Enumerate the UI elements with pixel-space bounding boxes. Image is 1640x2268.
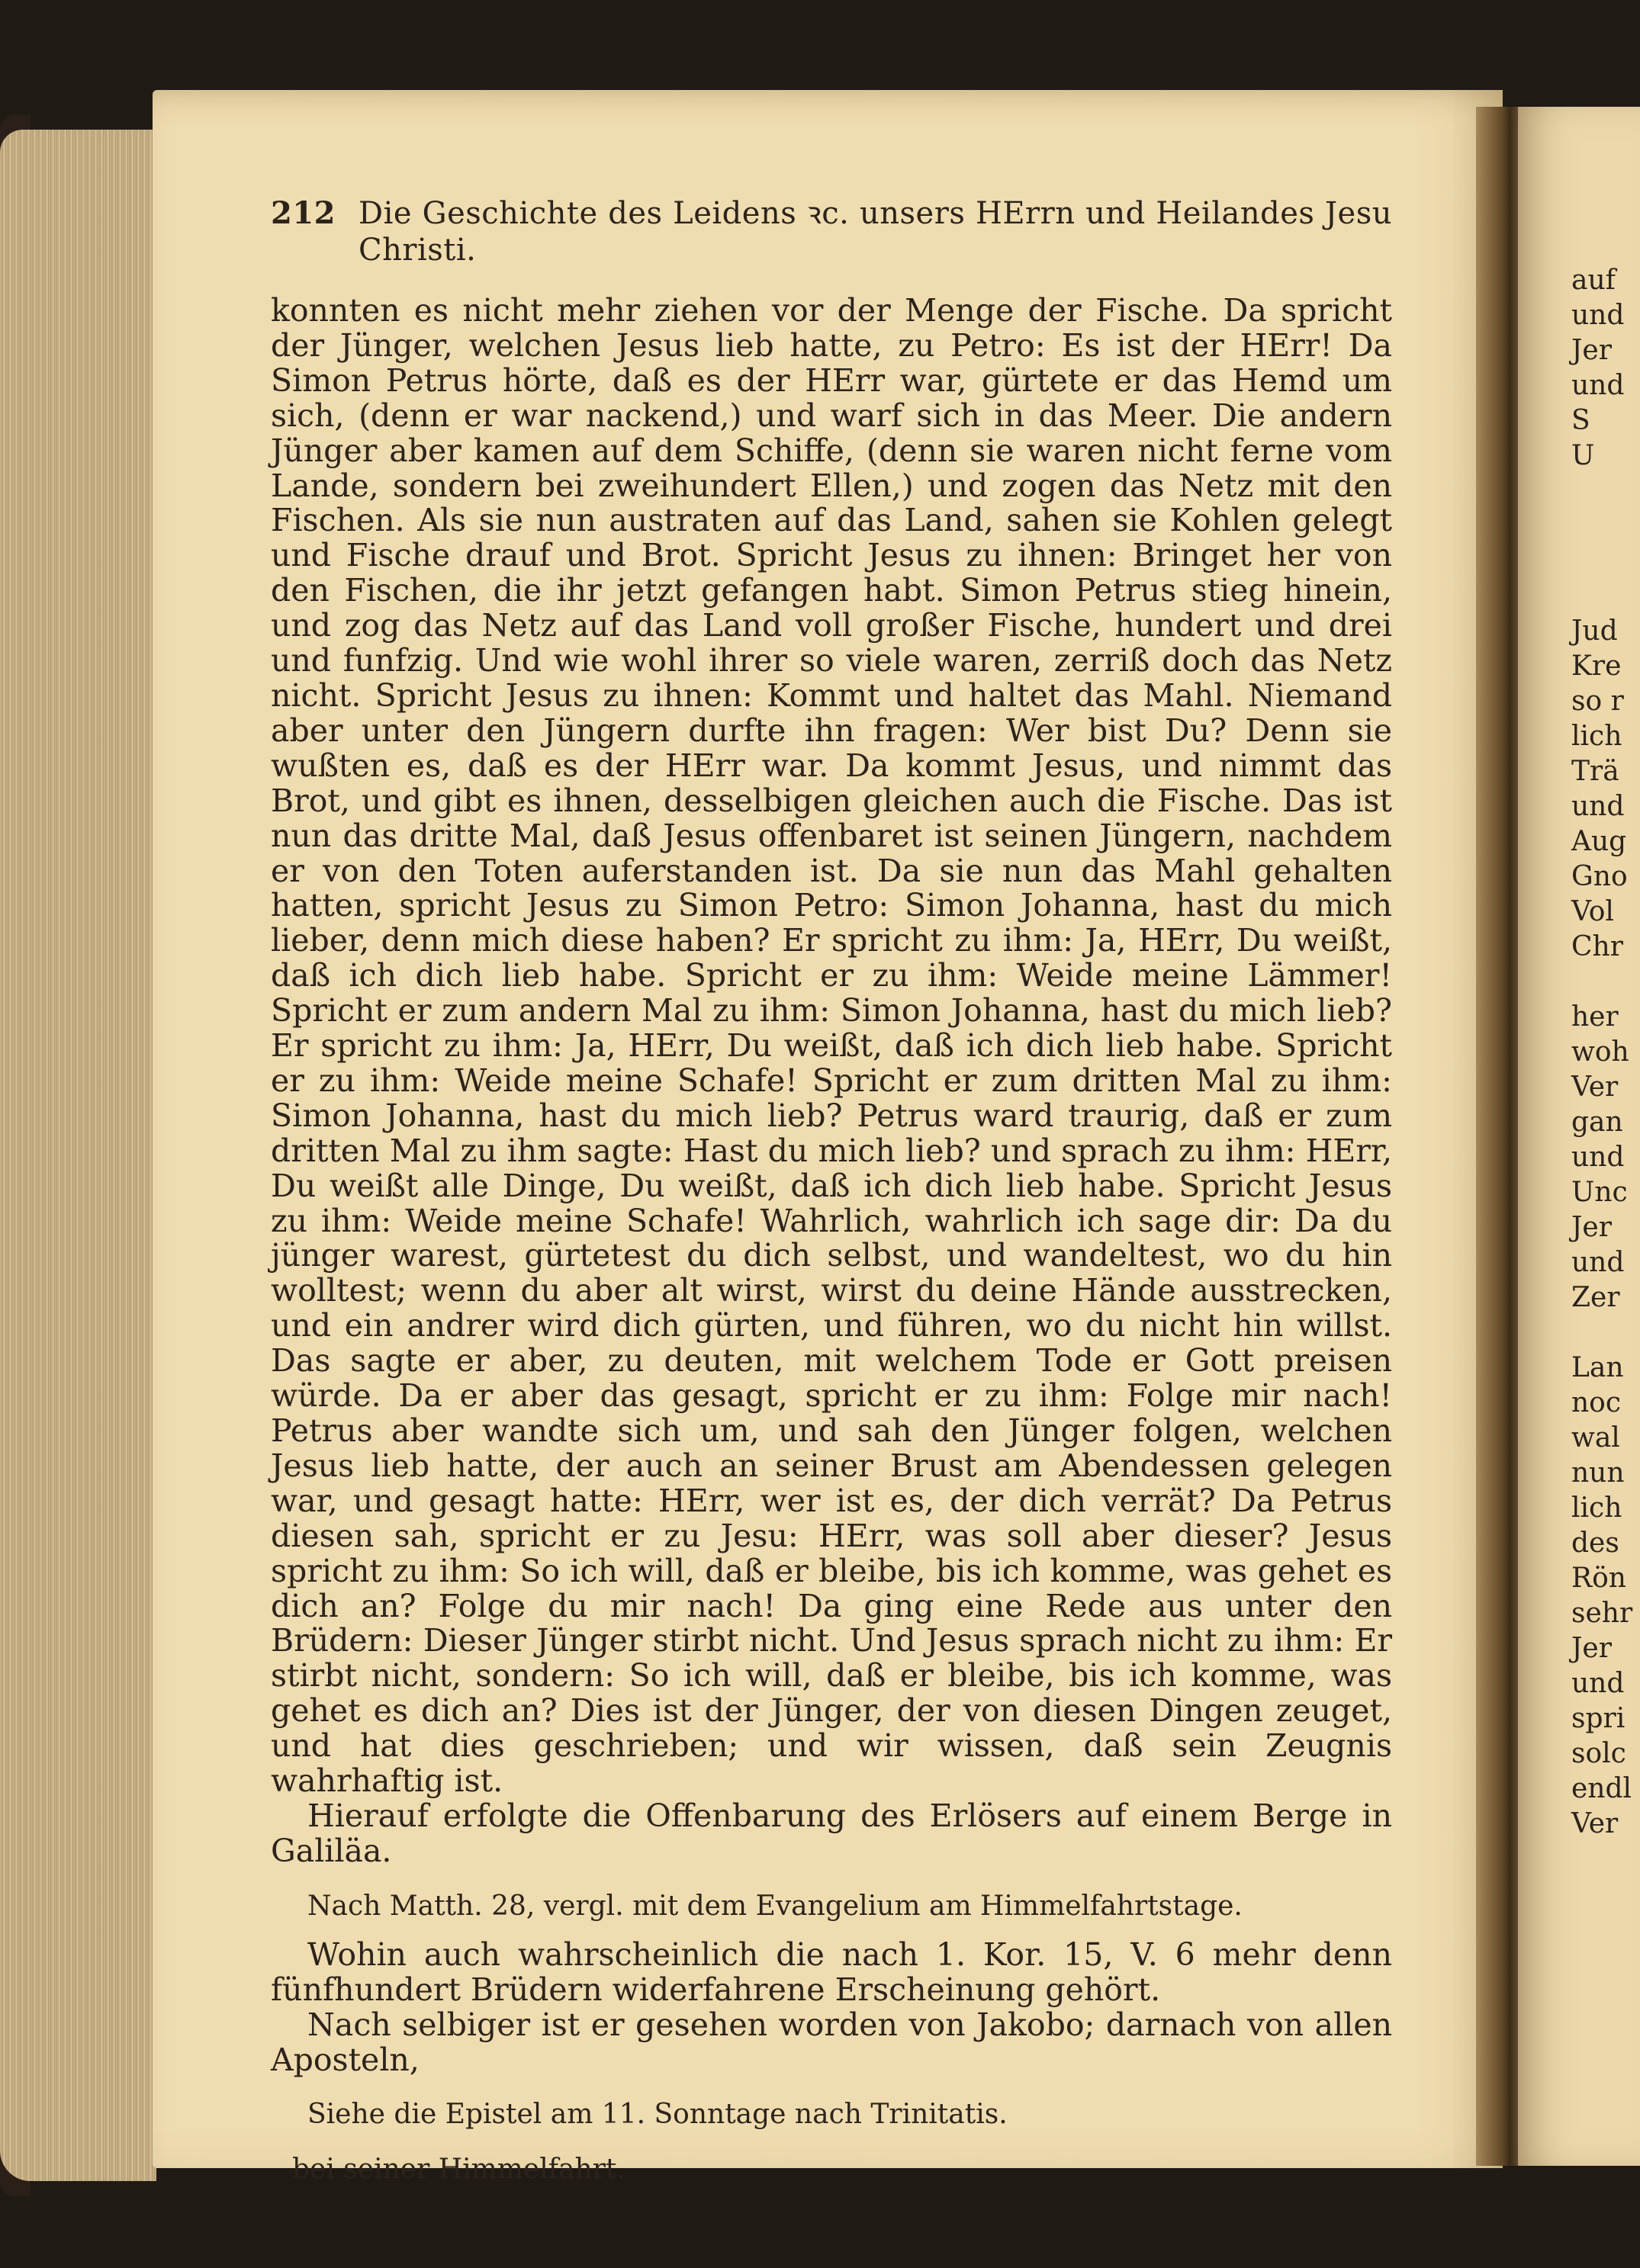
facing-page-fragment: Trä [1571,756,1619,787]
facing-page-fragment: solc [1571,1738,1626,1769]
facing-page-fragment: Jer [1571,1633,1612,1664]
paragraph-3: Wohin auch wahrscheinlich die nach 1. Kor. 15, V. 6 mehr denn fünfhundert Brüdern widerfahrene Erscheinung gehört. [271,1936,1392,2008]
paragraph-5: bei seiner Himmelfahrt. [292,2154,625,2186]
facing-page-fragment: des [1571,1528,1619,1559]
facing-page-fragment: lich [1571,1492,1622,1524]
facing-page-fragment: und [1571,1668,1625,1699]
facing-page-fragment [1571,474,1625,509]
facing-page-fragment [1571,544,1625,579]
running-head [271,191,1392,268]
facing-page-fragment: und [1571,300,1625,331]
page-text-block [271,191,1392,2201]
paragraph-4: Nach selbiger ist er gesehen worden von Jakobo; darnach von allen Aposteln, [271,2006,1392,2078]
facing-page-fragment: und [1571,791,1625,822]
facing-page-fragment [1571,579,1625,614]
facing-page-fragment: Jer [1571,1212,1612,1243]
facing-page-fragment: Jer [1571,335,1612,366]
facing-page-fragment: Kre [1571,651,1622,682]
facing-page-fragment: gan [1571,1107,1623,1138]
facing-page-fragment: und [1571,1247,1625,1278]
paragraph-2: Hierauf erfolgte die Offenbarung des Erlösers auf einem Berge in Galiläa. [271,1797,1392,1869]
facing-page-fragment: lich [1571,721,1622,752]
facing-page-fragment: sehr [1571,1598,1633,1629]
facing-page-fragment: Vol [1571,896,1614,927]
facing-page-fragments [1571,263,1633,1842]
facing-page-fragment: Lan [1571,1352,1624,1383]
facing-page-fragment: Aug [1571,826,1627,857]
facing-page-fragment [1571,1316,1625,1351]
paragraph-1: konnten es nicht mehr ziehen vor der Menge der Fische. Da spricht der Jünger, welchen Jesus lieb hatte, zu Petro: Es ist der HErr! Da Simon Petrus hörte, daß es der HErr war, gürtete er das Hemd um sich, (denn er war nackend,) und warf sich in das Meer. Die andern Jünger aber kamen auf dem Schiffe, (denn sie waren nicht ferne vom Lande, sondern bei zweihundert Ellen,) und zogen das Netz mit den Fischen. Als sie nun austraten auf das Land, sahen sie Kohlen gelegt und Fische drauf und Brot. Spricht Jesus zu ihnen: Bringet her von den Fischen, die ihr jetzt gefangen habt. Simon Petrus stieg hinein, und zog das Netz auf das Land voll großer Fische, hundert und drei und funfzig. Und wie wohl ihrer so viele waren, zerriß doch das Netz nicht. Spricht Jesus zu ihnen: Kommt und haltet das Mahl. Niemand aber unter den Jüngern durfte ihn fragen: Wer bist Du? Denn sie wußten es, daß es der HErr war. Da kommt Jesus, und nimmt das Brot, und gibt es ihnen, desselbigen gleichen auch die Fische. Das ist nun das dritte Mal, daß Jesus offenbaret ist seinen Jüngern, nachdem er von den Toten auferstanden ist. Da sie nun das Mahl gehalten hatten, spricht Jesus zu Simon Petro: Simon Johanna, hast du mich lieber, denn mich diese haben? Er spricht zu ihm: Ja, HErr, Du weißt, daß ich dich lieb habe. Spricht er zu ihm: Weide meine Lämmer! Spricht er zum andern Mal zu ihm: Simon Johanna, hast du mich lieb? Er spricht zu ihm: Ja, HErr, Du weißt, daß ich dich lieb habe. Spricht er zu ihm: Weide meine Schafe! Spricht er zum dritten Mal zu ihm: Simon Johanna, hast du mich lieb? Petrus ward traurig, daß er zum dritten Mal zu ihm sagte: Hast du mich lieb? und sprach zu ihm: HErr, Du weißt alle Dinge, Du weißt, daß ich dich lieb habe. Spricht Jesus zu ihm: Weide meine Schafe! Wahrlich, wahrlich ich sage dir: Da du jünger warest, gürtetest du dich selbst, und wandeltest, wo du hin wolltest; wenn du aber alt wirst, wirst du deine Hände ausstrecken, und ein andrer wird dich gürten, und führen, wo du nicht hin willst. Das sagte er aber, zu deuten, mit welchem Tode er Gott preisen würde. Da er aber das gesagt, spricht er zu ihm: Folge mir nach! Petrus aber wandte sich um, und sah den Jünger folgen, welchen Jesus lieb hatte, der auch an seiner Brust am Abendessen gelegen war, und gesagt hatte: HErr, wer ist es, der dich verrät? Da Petrus diesen sah, spricht er zu Jesu: HErr, was soll aber dieser? Jesus spricht zu ihm: So ich will, daß er bleibe, bis ich komme, was gehet es dich an? Folge du mir nach! Da ging eine Rede aus unter den Brüdern: Dieser Jünger stirbt nicht. Und Jesus sprach nicht zu ihm: Er stirbt nicht, sondern: So ich will, daß er bleibe, bis ich komme, was gehet es dich an? Dies ist der Jünger, der von diesen Dingen zeuget, und hat dies geschrieben; und wir wissen, daß sein Zeugnis wahrhaftig ist. [271,292,1392,1800]
facing-page-fragment: Jud [1571,615,1618,647]
facing-page-fragment: spri [1571,1703,1626,1734]
facing-page-fragment: Unc [1571,1177,1628,1208]
reference-2: Siehe die Epistel am 11. Sonntage nach Trinitatis. [307,2099,1008,2131]
facing-page-fragment: noc [1571,1387,1622,1418]
page-number: 212 [271,195,336,231]
facing-page-fragment: Ver [1571,1808,1619,1839]
facing-page-fragment: Ver [1571,1071,1619,1103]
facing-page-fragment: nun [1571,1457,1625,1489]
facing-page-fragment: S [1571,405,1590,436]
facing-page-fragment: auf [1571,265,1616,296]
facing-page-fragment: Rön [1571,1563,1626,1594]
reference-1: Nach Matth. 28, vergl. mit dem Evangelium am Himmelfahrtstage. [307,1890,1243,1922]
facing-page-fragment: endl [1571,1773,1632,1804]
book-fore-edge [0,130,156,2181]
facing-page-fragment: und [1571,370,1625,401]
facing-page-fragment [1571,965,1625,1000]
facing-page-fragment: Zer [1571,1282,1620,1313]
running-head-title: Die Geschichte des Leidens ꝛc. unsers HErrn und Heilandes Jesu Christi. [359,196,1392,268]
facing-page-fragment: Gno [1571,861,1628,892]
facing-page-fragment: Chr [1571,931,1623,962]
facing-page-fragment [1571,509,1625,544]
facing-page-fragment: so r [1571,686,1624,717]
facing-page-fragment: woh [1571,1036,1629,1068]
facing-page-fragment: her [1571,1001,1619,1033]
facing-page-fragment: wal [1571,1422,1620,1454]
facing-page-fragment: U [1571,440,1595,471]
facing-page-fragment: und [1571,1142,1625,1173]
